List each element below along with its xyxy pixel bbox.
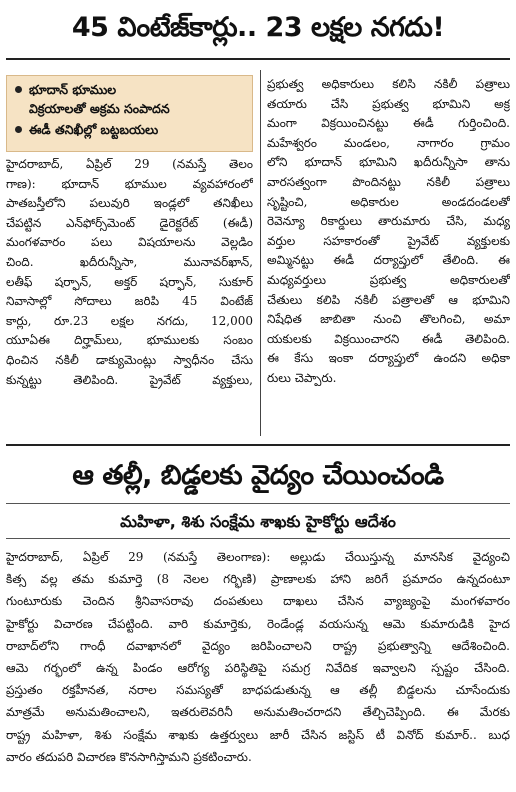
text-line: యూఏఈ దిర్హామ్‌లు, భూములకు సంబం xyxy=(6,333,253,348)
text-line: మంగళవారం పలు విషయాలను వెల్లడిం xyxy=(6,235,253,250)
text-line: ధించిన నకిలీ డాక్యుమెంట్లు స్వాధీనం చేసు xyxy=(6,352,253,367)
text-line: చేపట్టిన ఎన్‌ఫోర్స్‌మెంట్ డైరెక్టరేట్ (ఈడీ) xyxy=(6,215,253,230)
story-1-left-column xyxy=(6,155,253,390)
text-line: గుంటూరుకు చెందిన శ్రీనివాసరావు దంపతులు దాఖలు చేసిన వ్యాజ్యంపై మంగళవారం xyxy=(6,594,510,609)
text-line: రాష్ట్ర మహిళా, శిశు సంక్షేమ శాఖకు ఉత్తర్వులు జారీ చేసిన జస్టిస్ టీ వినోద్ కుమార్.. బుధ xyxy=(6,727,510,742)
subhead-top-rule xyxy=(6,503,510,504)
highlight-line: విక్రయాలతో అక్రమ సంపాదన xyxy=(29,101,170,116)
text-line: లోని భూదాన్ భూమిని ఖదీరున్నీసా తాను xyxy=(267,155,510,170)
highlight-line: భూదాన్ భూముల xyxy=(29,82,117,97)
text-line: మంగా విక్రయించినట్టు ఈడీ గుర్తించింది. xyxy=(267,116,510,131)
text-line: వర్తుల సహకారంతో ప్రైవేట్ వ్యక్తులకు xyxy=(267,233,510,248)
text-line: నివాసాల్లో సోదాలు జరిపి 45 వింటేజ్ xyxy=(6,294,253,309)
text-line: హైదరాబాద్, ఏప్రిల్ 29 (నమస్తే తెలం xyxy=(6,157,253,171)
text-line: ప్రస్తుతం రక్తహీనత, నరాల సమస్యతో బాధపడుతున్న ఆ తల్లీ బిడ్డలను చూసేందుకు xyxy=(6,683,510,698)
column-divider xyxy=(260,70,261,436)
text-line: వారసత్వంగా పొందినట్టు నకిలీ పత్రాలు xyxy=(267,174,510,189)
text-line: చింది. ఖదీరున్నీసా, మునావర్‌ఖాన్, xyxy=(6,254,253,269)
text-line: కార్లు, రూ.23 లక్షల నగదు, 12,000 xyxy=(6,313,253,328)
highlight-item xyxy=(13,120,246,139)
text-line: హైదరాబాద్, ఏప్రిల్ 29 (నమస్తే తెలంగాణ): అల్లుడు చేయిస్తున్న మానసిక వైద్యంచి xyxy=(6,550,510,564)
text-line: నిషేధిత జాబితా నుంచి తొలగించి, అమా xyxy=(267,312,510,327)
story-separator xyxy=(6,444,510,446)
highlights-box xyxy=(6,75,253,152)
text-line: అమ్మినట్టు ఈడీ దర్యాప్తులో తేలింది. ఈ xyxy=(267,253,510,268)
bullet-icon xyxy=(15,126,22,133)
text-line: రెవెన్యూ రికార్డులు తారుమారు చేసి, మధ్య xyxy=(267,214,510,229)
headline-underline xyxy=(6,58,510,60)
text-line: కున్నట్టు తెలిపింది. ప్రైవేట్ వ్యక్తులు, xyxy=(6,372,253,387)
text-line: లతీఫ్ షర్ఫాన్, అక్తర్ షర్ఫాన్, సుకూర్ xyxy=(6,274,253,289)
story-2-subheadline: మహిళా, శిశు సంక్షేమ శాఖకు హైకోర్టు ఆదేశం xyxy=(120,512,396,531)
story-2-headline: ఆ తల్లీ, బిడ్డలకు వైద్యం చేయించండి xyxy=(72,460,444,491)
text-line: రాబాద్‌లోని గాంధీ దవాఖానలో వైద్యం జరిపించాలని రాష్ట్ర ప్రభుత్వాన్ని ఆదేశించింది. xyxy=(6,638,510,653)
text-line: గాణ): భూదాన్ భూముల వ్యవహారంలో xyxy=(6,176,253,191)
text-line: మాత్రమే అనుమతించాలని, ఇతరులెవరినీ అనుమతించరాదని తేల్చిచెప్పింది. ఈ మేరకు xyxy=(6,705,510,720)
text-line: ప్రభుత్వ అధికారులు కలిసి నకిలీ పత్రాలు xyxy=(267,77,510,91)
text-line: ఈ కేసు ఇంకా దర్యాప్తులో ఉందని అధికా xyxy=(267,351,510,366)
text-line: వారం తదుపరి విచారణ కొనసాగిస్తామని ప్రకటించారు. xyxy=(6,749,252,764)
text-line: కిత్స వల్ల తమ కుమార్తె (8 నెలల గర్భిణి) ప్రాణాలకు హాని జరిగే ప్రమాదం ఉన్నదంటూ xyxy=(6,572,510,587)
bullet-icon xyxy=(15,86,22,93)
text-line: ఆమె గర్భంలో ఉన్న పిండం ఆరోగ్య పరిస్థితిపై సమగ్ర నివేదిక ఇవ్వాలని స్పష్టం చేసింది. xyxy=(6,661,510,676)
text-line: మధ్యవర్తులు ప్రభుత్వ అధికారులతో xyxy=(267,272,510,287)
text-line: హైకోర్టు విచారణ చేపట్టింది. వారి కుమార్తెకు, రెండేండ్ల వయసున్న ఆమె కుమారుడికి హైద xyxy=(6,616,510,631)
text-line: చేతులు కలిపి నకిలీ పత్రాలతో ఆ భూమిని xyxy=(267,292,510,307)
story-1-right-column xyxy=(267,75,510,389)
text-line: మహేశ్వరం మండలం, నాగారం గ్రామం xyxy=(267,135,510,150)
story-2-body xyxy=(6,546,510,768)
text-line: యకులకు విక్రయించారని ఈడీ తెలిపింది. xyxy=(267,331,510,346)
text-line: పాతబస్తీలోని పలువురి ఇండ్లలో తనిఖీలు xyxy=(6,196,253,211)
story-1-headline: 45 వింటేజ్‌కార్లు.. 23 లక్షల నగదు! xyxy=(71,12,445,43)
subhead-bottom-rule xyxy=(6,538,510,539)
text-line: తయారు చేసి ప్రభుత్వ భూమిని అక్ర xyxy=(267,96,510,111)
highlight-line: ఈడీ తనిఖీల్లో బట్టబయలు xyxy=(29,122,159,137)
text-line: రులు చెప్పారు. xyxy=(267,370,337,385)
text-line: సృష్టించి, అధికారుల అండదండలతో xyxy=(267,194,510,209)
highlight-item xyxy=(13,80,246,118)
